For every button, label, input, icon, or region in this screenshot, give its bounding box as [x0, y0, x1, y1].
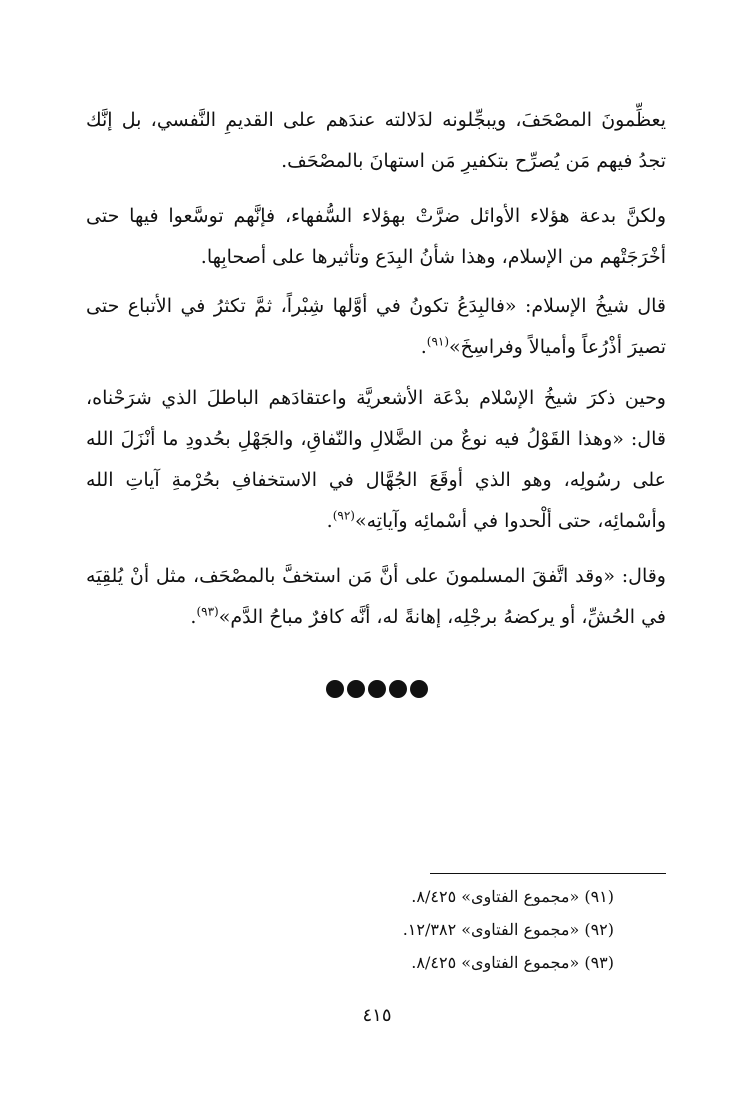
- footnote: (٩١) «مجموع الفتاوى» ٨/٤٢٥.: [411, 887, 614, 906]
- paragraph: [86, 100, 666, 182]
- paragraph-text: وقال: «وقد اتَّفقَ المسلمونَ على أنَّ مَن استخفَّ بالمصْحَف، مثل أنْ يُلقِيَه في الحُشِّ، أو يركضهُ برجْلِه، إهانةً له، أنَّه كافرٌ مباحُ الدَّم»: [86, 565, 666, 628]
- quote-paragraph: [86, 556, 666, 638]
- section-separator: [0, 680, 754, 698]
- separator-dot-icon: [347, 680, 365, 698]
- quote-paragraph: [86, 378, 666, 542]
- paragraph-text: قال شيخُ الإسلام: «فالبِدَعُ تكونُ في أوَّلها شِبْراً، ثمَّ تكثرُ في الأتباع حتى تصيرَ أذْرُعاً وأميالاً وفراسِخَ»: [86, 295, 666, 358]
- paragraph-tail: .: [190, 606, 197, 628]
- footnote: (٩٢) «مجموع الفتاوى» ١٢/٣٨٢.: [402, 920, 614, 939]
- footnote-reference: (٩٢): [332, 508, 355, 523]
- paragraph-text: وحين ذكرَ شيخُ الإسْلام بدْعَة الأشعريَّة واعتقادَهم الباطلَ الذي شرَحْناه، قال: «وهذا القَوْلُ فيه نوعٌ من الضَّلالِ والنّفاقِ، والجَهْلِ بحُدودِ ما أنْزَلَ الله على رسُولِه، وهو الذي أوقَعَ الجُهَّال في الاستخفافِ بحُرْمةِ آياتِ الله وأسْمائِه، حتى ألْحدوا في أسْمائِه وآياتِه»: [86, 387, 666, 532]
- separator-dot-icon: [389, 680, 407, 698]
- footnotes: [403, 880, 614, 979]
- paragraph-text: ولكنَّ بدعة هؤلاء الأوائل ضرَّتْ بهؤلاء السُّفهاء، فإنَّهم توسَّعوا فيها حتى أخْرَجَتْهم من الإسلام، وهذا شأنُ البِدَع وتأثيرها على أصحابِها.: [86, 205, 666, 268]
- paragraph-tail: .: [420, 336, 427, 358]
- separator-dot-icon: [326, 680, 344, 698]
- footnote: (٩٣) «مجموع الفتاوى» ٨/٤٢٥.: [411, 953, 614, 972]
- paragraph: [86, 196, 666, 278]
- paragraph-tail: .: [326, 510, 333, 532]
- page-number: ٤١٥: [362, 1005, 392, 1026]
- separator-dot-icon: [368, 680, 386, 698]
- footnote-divider: [430, 873, 666, 874]
- footnote-reference: (٩٣): [196, 604, 219, 619]
- separator-dot-icon: [410, 680, 428, 698]
- paragraph-text: يعظِّمونَ المصْحَفَ، ويبجِّلونه لدَلالته عندَهم على القديمِ النَّفسي، بل إنَّك تجدُ فيهم مَن يُصرِّح بتكفيرِ مَن استهانَ بالمصْحَف.: [86, 109, 666, 172]
- footnote-reference: (٩١): [426, 334, 450, 349]
- quote-paragraph: [86, 286, 666, 368]
